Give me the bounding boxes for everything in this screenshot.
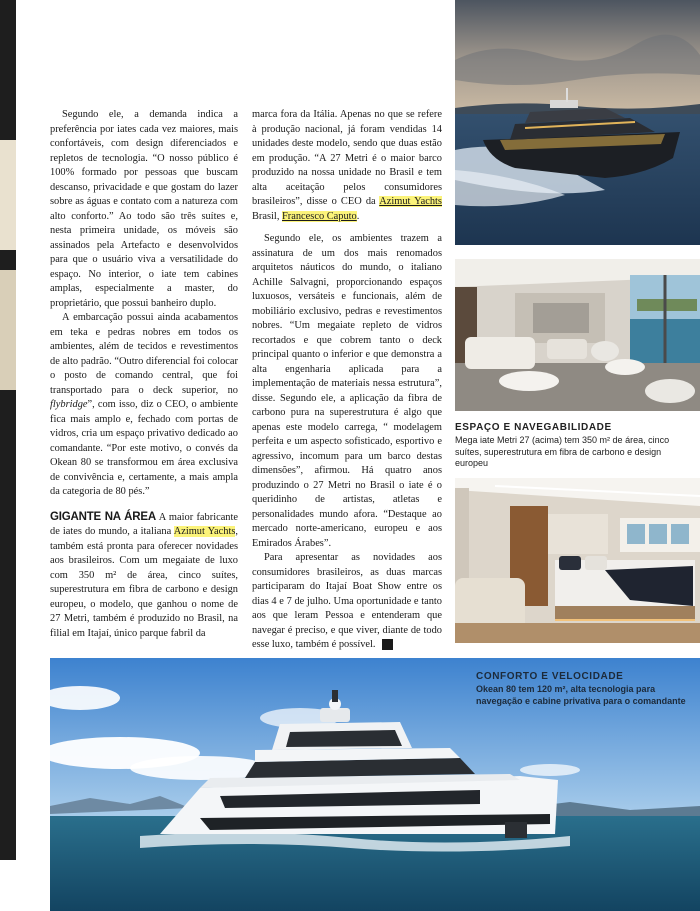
salon-interior-illustration xyxy=(455,259,700,411)
paragraph xyxy=(252,108,442,224)
caption-body: Mega iate Metri 27 (acima) tem 350 m² de área, cinco suítes, superestrutura em fibra de carbono e design europeu xyxy=(455,435,670,468)
photo-azimut-27-metri-cruising xyxy=(455,0,700,245)
text-run: Brasil, xyxy=(252,210,283,222)
caption-okean xyxy=(476,671,686,707)
highlighted-term: Francesco Caputo xyxy=(282,210,357,222)
caption-salon xyxy=(455,422,695,470)
paragraph xyxy=(50,311,238,500)
caption-body: Okean 80 tem 120 m², alta tecnologia para navegação e cabine privativa para o comandante xyxy=(476,684,686,706)
section-subhead: GIGANTE NA ÁREA xyxy=(50,510,156,523)
paragraph xyxy=(252,551,442,653)
photo-salon-interior xyxy=(455,259,700,411)
edge-detail xyxy=(0,140,16,250)
text-run: Para apresentar as novidades aos consumidores brasileiros, as duas marcas participaram do Itajaí Boat Show entre os dias 4 e 7 de julho. Uma oportunidade e tanto aos que leram Pessoa e entenderam que navegar é preciso, e que viver, diante de todo esse luxo, também é possível. xyxy=(252,552,442,650)
text-run: , também está pronta para oferecer novidades aos brasileiros. Com um megaiate de luxo com 350 m² de área, cinco suítes, superestrutura em fibra de carbono e design europeu, o modelo, que ganhou o nome de 27 Metri, também é produzido no Brasil, na filial em Itajaí, único parque fabril da xyxy=(50,526,238,639)
previous-page-edge xyxy=(0,0,16,860)
article-column-2 xyxy=(252,108,442,653)
end-of-article-mark: S xyxy=(382,639,393,650)
photo-master-cabin xyxy=(455,478,700,643)
highlighted-term: Azimut Yachts xyxy=(173,526,236,537)
master-cabin-illustration xyxy=(455,478,700,643)
text-run: . xyxy=(356,210,360,222)
highlighted-term: Azimut Yachts xyxy=(379,196,442,207)
text-run: ”, com isso, diz o CEO, o ambiente fica mais amplo e, fechado com portas de vidros, cria um espaço privativo dedicado ao comandante. “Por este motivo, o convés da Okean 80 se transformou em área exclusiva de convivência e, certamente, a mais ampla da categoria de 80 pés.” xyxy=(50,399,238,497)
italic-term: flybridge xyxy=(50,399,88,410)
article-column-1 xyxy=(50,108,238,641)
paragraph: Segundo ele, os ambientes trazem a assinatura de um dos mais renomados arquitetos náuticos do mundo, o italiano Achille Salvagni, proporcionando espaços luxuosos, versáteis e funcionais, além de mobiliário exclusivo, pedras e revestimentos nobres. “Um megaiate repleto de vidros recortados e que cobrem tanto o deck principal quanto o inferior e que demonstra a alta engenharia aplicada para a implementação de materiais nessa estrutura”, disse. Segundo ele, a aplicação da fibra de carbono pura na superestrutura é algo que apenas este modelo carrega, “ modelagem perfeita e um aspecto sofisticado, esportivo e agressivo, incomum para um barco destas dimensões”, afirmou. Há quatro anos produzindo o 27 Metri no Brasil o iate é o queridinho de artistas, atletas e personalidades mundo afora. “Destaque ao mercado norte-americano, europeu e aos Emirados Árabes”. xyxy=(252,233,442,549)
text-run: A maior fabricante de iates do mundo, a italiana xyxy=(50,511,238,537)
caption-title: CONFORTO E VELOCIDADE xyxy=(476,671,624,682)
paragraph: Segundo ele, a demanda indica a preferência por iates cada vez maiores, mais confortáveis, com design diferenciados e repletos de tecnologia. “O nosso público é 100% formado por pessoas que buscam descanso, privacidade e que gostam do lazer sobre as águas e contato com a natureza com alto conforto.” Ao todo são três suítes e, nesta primeira unidade, os móveis são assinados pela Artefacto e desenvolvidos para que o usuário viva a versatilidade do espaço. No interior, o iate tem cabines amplas, especialmente a master, do proprietário, que possui banheiro duplo. xyxy=(50,109,238,309)
edge-detail xyxy=(0,270,16,390)
paragraph xyxy=(50,510,238,642)
yacht-cruising-illustration xyxy=(455,0,700,245)
caption-title: ESPAÇO E NAVEGABILIDADE xyxy=(455,422,612,433)
text-run: marca fora da Itália. Apenas no que se refere à produção nacional, já foram vendidas 14 unidades deste modelo, sendo que duas estão em produção. “A 27 Metri é o maior barco produzido na nossa unidade no Brasil e tem alta aceitação pelos consumidores brasileiros”, disse o CEO da xyxy=(252,109,442,207)
text-run: A embarcação possui ainda acabamentos em teka e pedras nobres em todos os ambientes, além de tecidos e revestimentos de alto padrão. “Outro diferencial foi colocar o posto de comando central, que foi transportado para o deck superior, no xyxy=(50,312,238,396)
